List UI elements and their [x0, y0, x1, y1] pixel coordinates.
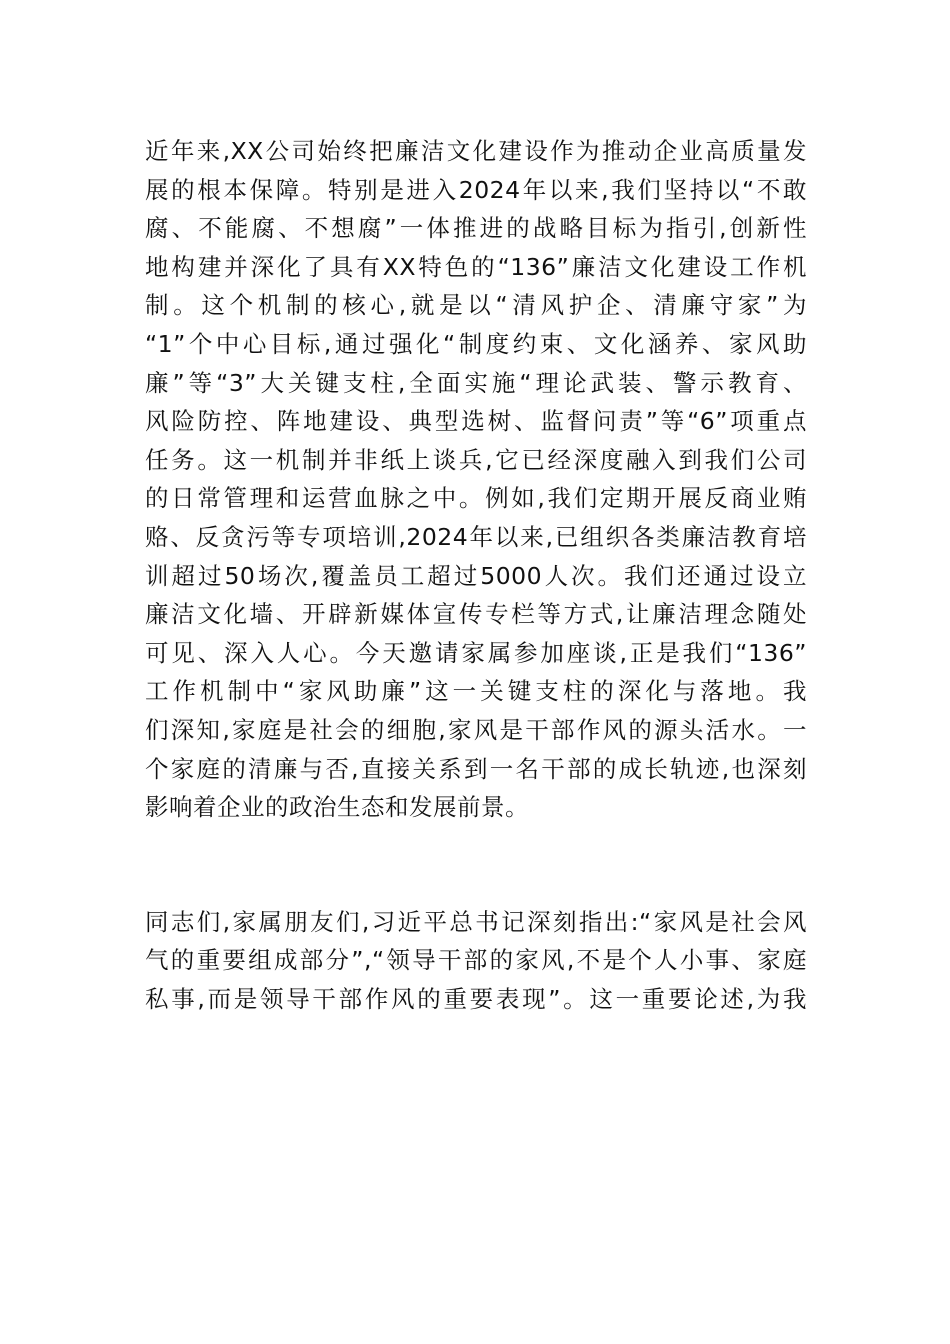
text-line: 可见、深入人心。今天邀请家属参加座谈,正是我们“136” — [145, 638, 807, 667]
paragraph-2 — [145, 903, 807, 1019]
paragraph-spacer — [145, 827, 807, 903]
paragraph-1 — [145, 132, 807, 827]
text-line: 影响着企业的政治生态和发展前景。 — [145, 793, 529, 822]
text-line: 训超过50场次,覆盖员工超过5000人次。我们还通过设立 — [145, 561, 807, 590]
text-line: 们深知,家庭是社会的细胞,家风是干部作风的源头活水。一 — [145, 715, 807, 744]
text-line: 气的重要组成部分”,“领导干部的家风,不是个人小事、家庭 — [145, 946, 807, 975]
text-line: 私事,而是领导干部作风的重要表现”。这一重要论述,为我 — [145, 984, 807, 1013]
text-line: 地构建并深化了具有XX特色的“136”廉洁文化建设工作机 — [145, 252, 807, 281]
text-line: 廉”等“3”大关键支柱,全面实施“理论武装、警示教育、 — [145, 368, 807, 397]
text-line: 腐、不能腐、不想腐”一体推进的战略目标为指引,创新性 — [145, 214, 807, 243]
document-page — [145, 132, 807, 1018]
text-line: 的日常管理和运营血脉之中。例如,我们定期开展反商业贿 — [145, 484, 807, 513]
text-line: 展的根本保障。特别是进入2024年以来,我们坚持以“不敢 — [145, 175, 807, 204]
text-line: 风险防控、阵地建设、典型选树、监督问责”等“6”项重点 — [145, 407, 807, 436]
text-line: 近年来,XX公司始终把廉洁文化建设作为推动企业高质量发 — [145, 137, 807, 165]
text-line: 廉洁文化墙、开辟新媒体宣传专栏等方式,让廉洁理念随处 — [145, 600, 807, 629]
text-line: 工作机制中“家风助廉”这一关键支柱的深化与落地。我 — [145, 677, 807, 706]
text-line: 赂、反贪污等专项培训,2024年以来,已组织各类廉洁教育培 — [145, 522, 807, 551]
text-line: 个家庭的清廉与否,直接关系到一名干部的成长轨迹,也深刻 — [145, 754, 807, 783]
text-line: 同志们,家属朋友们,习近平总书记深刻指出:“家风是社会风 — [145, 907, 807, 936]
text-line: “1”个中心目标,通过强化“制度约束、文化涵养、家风助 — [145, 329, 807, 358]
text-line: 任务。这一机制并非纸上谈兵,它已经深度融入到我们公司 — [145, 445, 807, 474]
text-line: 制。这个机制的核心,就是以“清风护企、清廉守家”为 — [145, 291, 807, 320]
